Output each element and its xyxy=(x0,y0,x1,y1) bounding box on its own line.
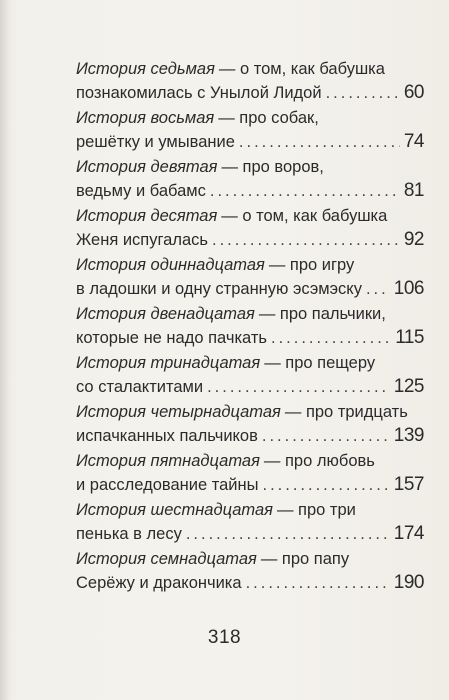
toc-entry-subtitle: — про воров, xyxy=(221,158,324,176)
toc-entry-subtitle: — про любовь xyxy=(263,452,375,470)
toc-page-number: 190 xyxy=(393,572,424,593)
toc-entry-line1 xyxy=(76,498,424,522)
toc-entry-title: История тринадцатая xyxy=(76,354,261,372)
toc-entry-continuation: Серёжу и дракончика xyxy=(76,574,242,592)
toc-page-number: 92 xyxy=(403,229,424,250)
page-number-footer: 318 xyxy=(207,627,242,648)
toc-page-number: 157 xyxy=(393,474,424,495)
dot-leader xyxy=(366,277,390,301)
toc-entry-subtitle: — про папу xyxy=(260,550,350,568)
toc-entry-continuation: ведьму и бабамс xyxy=(76,182,206,200)
toc-entry xyxy=(76,57,424,106)
toc-entry xyxy=(76,400,424,449)
toc-entry-continuation: испачканных пальчиков xyxy=(76,427,258,445)
toc-entry-line2 xyxy=(76,424,424,448)
toc-page-number: 125 xyxy=(393,376,424,397)
toc-entry-title: История двенадцатая xyxy=(76,305,255,323)
toc-entry-continuation: в ладошки и одну странную эсэмэску xyxy=(76,280,362,298)
dot-leader xyxy=(271,326,391,350)
dot-leader xyxy=(210,179,400,203)
dot-leader xyxy=(262,473,389,497)
toc-entry-continuation: пенька в лесу xyxy=(76,525,182,543)
toc-page-number: 74 xyxy=(403,131,424,152)
toc-entry-subtitle: — про пальчики, xyxy=(258,305,386,323)
dot-leader xyxy=(212,228,400,252)
toc-page-number: 81 xyxy=(403,180,424,201)
toc-entry-continuation: со сталактитами xyxy=(76,378,204,396)
toc-entry-line1 xyxy=(76,155,424,179)
toc-entry-subtitle: — о том, как бабушка xyxy=(221,207,388,225)
toc-entry-title: История шестнадцатая xyxy=(76,501,273,519)
toc-entry-title: История десятая xyxy=(76,207,218,225)
dot-leader xyxy=(246,571,390,595)
toc-page-number: 60 xyxy=(403,82,424,103)
toc-entry-line1 xyxy=(76,57,424,81)
toc-entry-line1 xyxy=(76,253,424,277)
toc-entry-continuation: познакомилась с Унылой Лидой xyxy=(76,84,322,102)
toc-entry-line2 xyxy=(76,473,424,497)
dot-leader xyxy=(207,375,390,399)
toc-entry xyxy=(76,204,424,253)
toc-entry-line2 xyxy=(76,522,424,546)
toc-entry-line2 xyxy=(76,81,424,105)
toc-entry-title: История семнадцатая xyxy=(76,550,257,568)
toc-entry xyxy=(76,449,424,498)
toc-entry xyxy=(76,155,424,204)
toc-entry-continuation: которые не надо пачкать xyxy=(76,329,268,347)
toc-entry xyxy=(76,351,424,400)
toc-entry-title: История седьмая xyxy=(76,60,215,78)
toc-entry-line2 xyxy=(76,277,424,301)
dot-leader xyxy=(186,522,390,546)
toc-entry xyxy=(76,302,424,351)
toc-entry xyxy=(76,253,424,302)
toc-page-number: 106 xyxy=(393,278,424,299)
toc-entry-title: История восьмая xyxy=(76,109,215,127)
toc-entry-title: История пятнадцатая xyxy=(76,452,260,470)
toc-entry-line2 xyxy=(76,228,424,252)
toc-entry xyxy=(76,498,424,547)
dot-leader xyxy=(239,130,400,154)
toc-entry-line1 xyxy=(76,302,424,326)
toc-page-number: 115 xyxy=(395,327,424,348)
spine-shadow xyxy=(0,0,10,700)
toc-entry-line2 xyxy=(76,179,424,203)
table-of-contents xyxy=(76,57,424,607)
toc-entry-subtitle: — про собак, xyxy=(218,109,319,127)
toc-entry-line2 xyxy=(76,375,424,399)
toc-entry-line1 xyxy=(76,547,424,571)
toc-entry-subtitle: — про игру xyxy=(268,256,355,274)
toc-page-number: 174 xyxy=(393,523,424,544)
dot-leader xyxy=(326,81,400,105)
toc-entry-title: История девятая xyxy=(76,158,218,176)
toc-entry-title: История четырнадцатая xyxy=(76,403,281,421)
toc-entry-subtitle: — о том, как бабушка xyxy=(218,60,385,78)
toc-entry-line2 xyxy=(76,130,424,154)
toc-page-number: 139 xyxy=(393,425,424,446)
toc-entry-continuation: решётку и умывание xyxy=(76,133,235,151)
toc-entry-line2 xyxy=(76,571,424,595)
toc-entry-subtitle: — про три xyxy=(276,501,356,519)
toc-entry-subtitle: — про тридцать xyxy=(284,403,408,421)
toc-entry-line1 xyxy=(76,400,424,424)
toc-entry-line1 xyxy=(76,449,424,473)
toc-entry xyxy=(76,547,424,596)
toc-entry-line1 xyxy=(76,351,424,375)
toc-entry-line1 xyxy=(76,106,424,130)
dot-leader xyxy=(262,424,390,448)
toc-entry-line1 xyxy=(76,204,424,228)
toc-entry-subtitle: — про пещеру xyxy=(264,354,376,372)
toc-entry-continuation: Женя испугалась xyxy=(76,231,208,249)
toc-entry-line2 xyxy=(76,326,424,350)
toc-entry-continuation: и расследование тайны xyxy=(76,476,259,494)
toc-entry-title: История одиннадцатая xyxy=(76,256,265,274)
toc-entry xyxy=(76,106,424,155)
